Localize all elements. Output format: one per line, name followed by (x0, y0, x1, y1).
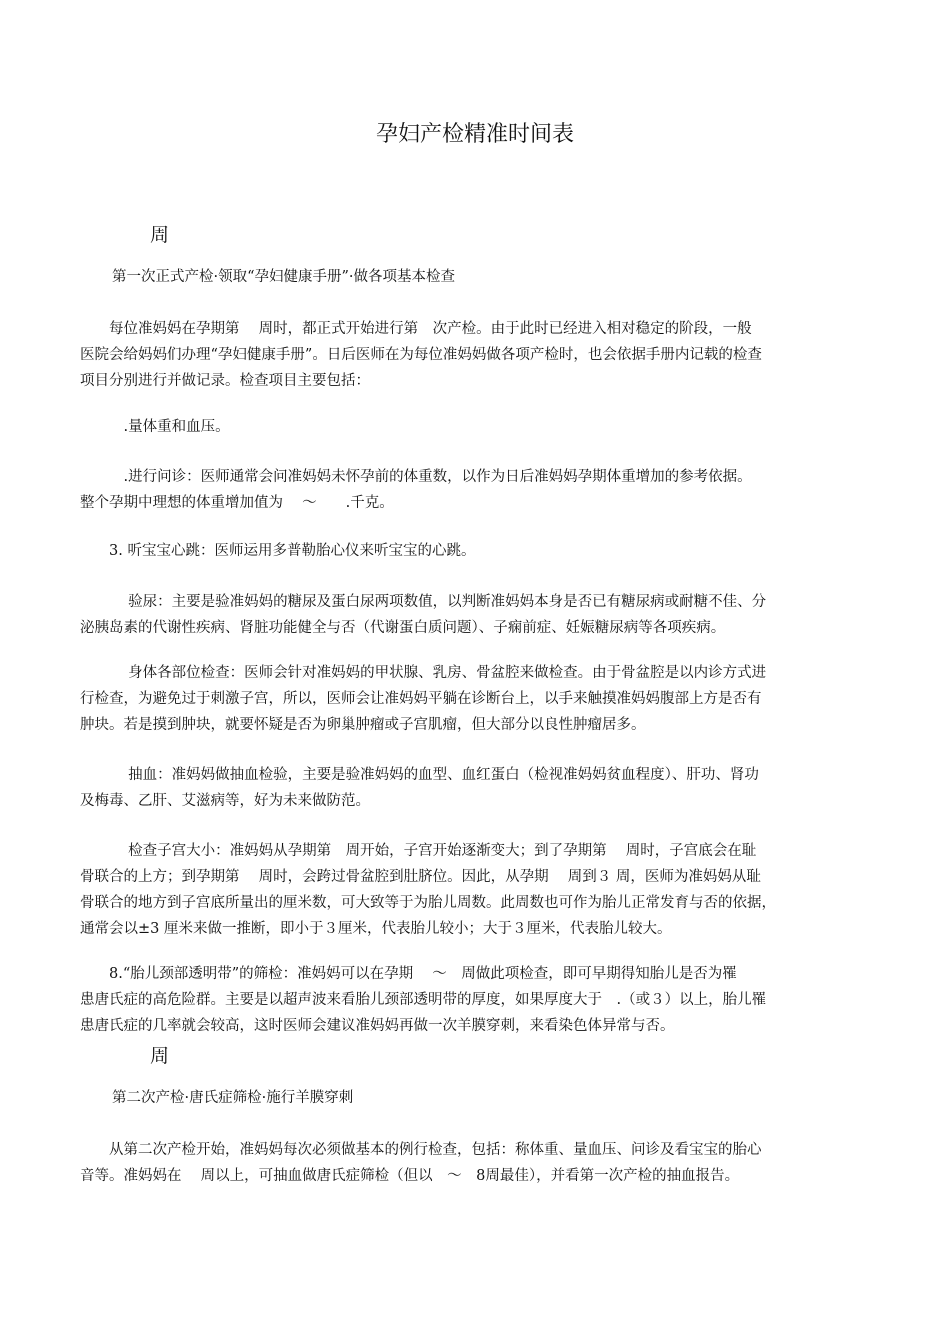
item-body-examination (80, 660, 870, 738)
paragraph-line: 肿块。若是摸到肿块，就要怀疑是否为卵巢肿瘤或子宫肌瘤，但大部分以良性肿瘤居多。 (80, 717, 646, 733)
item-weight-blood-pressure (80, 414, 870, 440)
section2-intro-paragraph (80, 1137, 870, 1189)
paragraph-line: 及梅毒、乙肝、艾滋病等，好为未来做防范。 (80, 793, 370, 809)
paragraph-line: 项目分别进行并做记录。检查项目主要包括： (80, 373, 370, 389)
paragraph-line: 8.“胎儿颈部透明带”的筛检：准妈妈可以在孕期 ～ 周做此项检查，即可早期得知胎儿是否为罹 (80, 966, 737, 982)
item-nuchal-translucency (80, 961, 870, 1039)
page-title: 孕妇产检精准时间表 (375, 122, 574, 147)
paragraph-line: 3. 听宝宝心跳：医师运用多普勒胎心仪来听宝宝的心跳。 (80, 543, 476, 559)
section2-week-heading: 周 (150, 1045, 170, 1067)
paragraph-line: 骨联合的地方到子宫底所量出的厘米数，可大致等于为胎儿周数。此周数也可作为胎儿正常发育与否的依据， (80, 895, 776, 911)
paragraph-line: 从第二次产检开始，准妈妈每次必须做基本的例行检查，包括：称体重、量血压、问诊及看宝宝的胎心 (80, 1142, 762, 1158)
paragraph-line: .进行问诊：医师通常会问准妈妈未怀孕前的体重数，以作为日后准妈妈孕期体重增加的参考依据。 (80, 469, 752, 485)
item-urine-test (80, 589, 870, 641)
section2-subtitle: 第二次产检·唐氏症筛检·施行羊膜穿刺 (112, 1090, 354, 1106)
item-uterus-size (80, 838, 870, 942)
paragraph-line: .量体重和血压。 (80, 419, 230, 435)
paragraph-line: 行检查，为避免过于刺激子宫，所以，医师会让准妈妈平躺在诊断台上，以手来触摸准妈妈腹部上方是否有 (80, 691, 762, 707)
item-blood-test (80, 762, 870, 814)
paragraph-line: 整个孕期中理想的体重增加值为 ～ .千克。 (80, 495, 394, 511)
paragraph-line: 骨联合的上方；到孕期第 周时，会跨过骨盆腔到肚脐位。因此，从孕期 周到３ 周，医师为准妈妈从耻 (80, 869, 761, 885)
item-fetal-heartbeat (80, 538, 870, 564)
paragraph-line: 通常会以±3 厘米来做一推断，即小于３厘米，代表胎儿较小；大于３厘米，代表胎儿较大。 (80, 921, 672, 937)
paragraph-line: 验尿：主要是验准妈妈的糖尿及蛋白尿两项数值，以判断准妈妈本身是否已有糖尿病或耐糖不佳、分 (80, 594, 767, 610)
paragraph-line: 医院会给妈妈们办理“孕妇健康手册”。日后医师在为每位准妈妈做各项产检时，也会依据手册内记载的检查 (80, 347, 762, 363)
paragraph-line: 抽血：准妈妈做抽血检验，主要是验准妈妈的血型、血红蛋白（检视准妈妈贫血程度）、肝功、肾功 (80, 767, 759, 783)
paragraph-line: 音等。准妈妈在 周以上，可抽血做唐氏症筛检（但以 ～ 8周最佳），并看第一次产检的抽血报告。 (80, 1168, 740, 1184)
paragraph-line: 检查子宫大小：准妈妈从孕期第 周开始，子宫开始逐渐变大；到了孕期第 周时，子宫底会在耻 (80, 843, 757, 859)
section1-subtitle: 第一次正式产检·领取“孕妇健康手册”·做各项基本检查 (112, 269, 456, 285)
paragraph-line: 身体各部位检查：医师会针对准妈妈的甲状腺、乳房、骨盆腔来做检查。由于骨盆腔是以内诊方式进 (80, 665, 767, 681)
item-consultation (80, 464, 870, 516)
paragraph-line: 患唐氏症的几率就会较高，这时医师会建议准妈妈再做一次羊膜穿刺，来看染色体异常与否。 (80, 1018, 675, 1034)
paragraph-line: 每位准妈妈在孕期第 周时，都正式开始进行第 次产检。由于此时已经进入相对稳定的阶段，一般 (80, 321, 752, 337)
section1-intro-paragraph (80, 316, 870, 394)
paragraph-line: 泌胰岛素的代谢性疾病、肾脏功能健全与否（代谢蛋白质问题）、子痫前症、妊娠糖尿病等各项疾病。 (80, 620, 726, 636)
paragraph-line: 患唐氏症的高危险群。主要是以超声波来看胎儿颈部透明带的厚度，如果厚度大于 .（或３）以上，胎儿罹 (80, 992, 767, 1008)
section1-week-heading: 周 (150, 224, 170, 246)
